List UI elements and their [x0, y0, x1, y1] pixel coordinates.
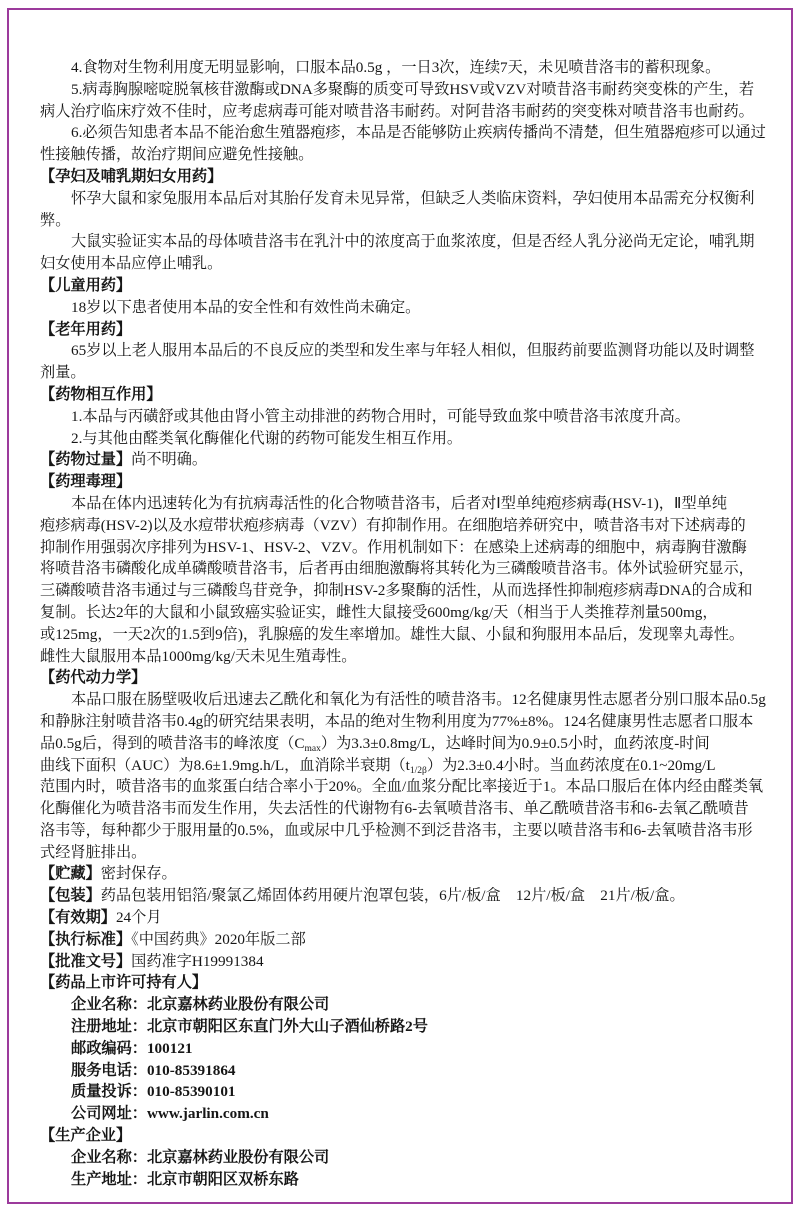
text-line [40, 602, 768, 624]
text-line [40, 1169, 768, 1191]
body-text: 洛韦等，每种都少于服用量的0.5%，血或尿中几乎检测不到泛昔洛韦，主要以喷昔洛韦和6-去氧喷昔洛韦形 [40, 821, 753, 839]
text-line [40, 558, 768, 580]
text-line [40, 144, 768, 166]
body-text: 国药准字H19991384 [131, 952, 264, 970]
text-line [40, 515, 768, 537]
section-heading-text: 【儿童用药】 [40, 276, 132, 294]
body-text: 65岁以上老人服用本品后的不良反应的类型和发生率与年轻人相似，但服药前要监测肾功能以及时调整剂量。 [40, 342, 755, 382]
body-text: 化酶催化为喷昔洛韦而发生作用，失去活性的代谢物有6-去氧喷昔洛韦、单乙酰喷昔洛韦和6-去氧乙酰喷昔 [40, 800, 749, 818]
section-heading-text: 【生产企业】 [40, 1127, 132, 1145]
text-line [40, 253, 768, 275]
section-heading-text: 【药理毒理】 [40, 473, 132, 491]
body-text: 三磷酸喷昔洛韦通过与三磷酸鸟苷竞争，抑制HSV-2多聚酶的活性，从而选择性抑制疱疹病毒DNA的合成和 [40, 582, 753, 600]
text-line [40, 166, 768, 188]
body-text: 或125mg，一天2次的1.5到9倍)，乳腺癌的发生率增加。雄性大鼠、小鼠和狗服用本品后，发现睾丸毒性。 [40, 625, 745, 643]
text-line [40, 275, 768, 297]
text-line [40, 885, 768, 907]
text-line [40, 994, 768, 1016]
body-text: 式经肾脏排出。 [40, 843, 147, 861]
text-line [40, 1103, 768, 1125]
text-line [40, 1016, 768, 1038]
text-line [40, 951, 768, 973]
section-heading-text: 【贮藏】 [40, 865, 101, 883]
text-line [40, 471, 768, 493]
body-text: 1.本品与丙磺舒或其他由肾小管主动排泄的药物合用时，可能导致血浆中喷昔洛韦浓度升高。 [71, 407, 690, 425]
section-heading-text: 企业名称：北京嘉林药业股份有限公司 [71, 1148, 330, 1166]
section-heading-text: 【批准文号】 [40, 952, 132, 970]
body-text: 曲线下面积（AUC）为8.6±1.9mg.h/L，血消除半衰期（t [40, 756, 410, 774]
text-line [40, 842, 768, 864]
body-text: 尚不明确。 [131, 451, 208, 469]
body-text: 5.病毒胸腺嘧啶脱氧核苷激酶或DNA多聚酶的质变可导致HSV或VZV对喷昔洛韦耐药突变株的产生，若 [71, 80, 755, 98]
text-line [40, 580, 768, 602]
body-text: 2.与其他由醛类氧化酶催化代谢的药物可能发生相互作用。 [71, 429, 463, 447]
text-line [40, 907, 768, 929]
body-text: 抑制作用强弱次序排列为HSV-1、HSV-2、VZV。作用机制如下：在感染上述病毒的细胞中，病毒胸苷激酶 [40, 538, 747, 556]
section-heading-text: 生产地址：北京市朝阳区双桥东路 [71, 1170, 299, 1188]
body-text: 大鼠实验证实本品的母体喷昔洛韦在乳汁中的浓度高于血浆浓度，但是否经人乳分泌尚无定论，哺乳期 [71, 233, 755, 251]
text-line [40, 101, 768, 123]
text-line [40, 493, 768, 515]
text-line [40, 188, 768, 232]
text-line [40, 297, 768, 319]
text-line [40, 122, 768, 144]
text-line [40, 79, 768, 101]
body-text: 18岁以下患者使用本品的安全性和有效性尚未确定。 [71, 298, 421, 316]
text-line [40, 929, 768, 951]
text-line [40, 1038, 768, 1060]
section-heading-text: 【药品上市许可持有人】 [40, 974, 208, 992]
text-line [40, 776, 768, 798]
body-text: 本品口服在肠壁吸收后迅速去乙酰化和氧化为有活性的喷昔洛韦。12名健康男性志愿者分别口服本品0.5g [71, 691, 766, 709]
text-line [40, 1125, 768, 1147]
text-line [40, 972, 768, 994]
body-text: ）为3.3±0.8mg/L，达峰时间为0.9±0.5小时，血药浓度-时间 [320, 734, 710, 752]
section-heading-text: 【孕妇及哺乳期妇女用药】 [40, 167, 223, 185]
body-text: 24个月 [115, 909, 162, 927]
body-text: 《中国药典》2020年版二部 [131, 930, 306, 948]
body-text: 本品在体内迅速转化为有抗病毒活性的化合物喷昔洛韦，后者对Ⅰ型单纯疱疹病毒(HSV-1)，Ⅱ型单纯 [71, 494, 728, 512]
text-line [40, 667, 768, 689]
body-text: 复制。长达2年的大鼠和小鼠致癌实验证实，雌性大鼠接受600mg/kg/天（相当于人类推荐剂量500mg， [40, 603, 718, 621]
section-heading-text: 【药代动力学】 [40, 669, 147, 687]
section-heading-text: 【老年用药】 [40, 320, 132, 338]
text-line [40, 1147, 768, 1169]
section-heading-text: 服务电话：010-85391864 [71, 1061, 236, 1079]
body-text: 性接触传播，故治疗期间应避免性接触。 [40, 146, 314, 164]
body-text: 雌性大鼠服用本品1000mg/kg/天未见生殖毒性。 [40, 647, 357, 665]
body-text: 疱疹病毒(HSV-2)以及水痘带状疱疹病毒（VZV）有抑制作用。在细胞培养研究中，喷昔洛韦对下述病毒的 [40, 516, 746, 534]
section-heading-text: 企业名称：北京嘉林药业股份有限公司 [71, 996, 330, 1014]
text-line [40, 537, 768, 559]
text-line [40, 384, 768, 406]
section-heading-text: 质量投诉：010-85390101 [71, 1083, 236, 1101]
body-text: 将喷昔洛韦磷酸化成单磷酸喷昔洛韦，后者再由细胞激酶将其转化为三磷酸喷昔洛韦。体外试验研究显示， [40, 560, 754, 578]
body-text: 密封保存。 [100, 865, 177, 883]
subscript-text: max [304, 743, 321, 754]
text-line [40, 689, 768, 711]
subscript-text: 1/2β [409, 765, 427, 776]
text-line [40, 733, 768, 755]
text-line [40, 863, 768, 885]
body-text: 范围内时，喷昔洛韦的血浆蛋白结合率小于20%。全血/血浆分配比率接近于1。本品口服后在体内经由醛类氧 [40, 778, 764, 796]
section-heading-text: 【药物相互作用】 [40, 385, 162, 403]
body-text: 品0.5g后，得到的喷昔洛韦的峰浓度（C [40, 734, 305, 752]
section-heading-text: 【有效期】 [40, 909, 116, 927]
text-line [40, 428, 768, 450]
text-line [40, 755, 768, 777]
text-line [40, 820, 768, 842]
body-text: 病人治疗临床疗效不佳时，应考虑病毒可能对喷昔洛韦耐药。对阿昔洛韦耐药的突变株对喷昔洛韦也耐药。 [40, 102, 754, 120]
text-line [40, 1060, 768, 1082]
section-heading-text: 注册地址：北京市朝阳区东直门外大山子酒仙桥路2号 [71, 1018, 428, 1036]
text-line [40, 646, 768, 668]
section-heading-text: 【包装】 [40, 887, 101, 905]
body-text: 药品包装用铝箔/聚氯乙烯固体药用硬片泡罩包装，6片/板/盒 12片/板/盒 21片/板/盒。 [100, 887, 685, 905]
text-line [40, 406, 768, 428]
body-text: ）为2.3±0.4小时。当血药浓度在0.1~20mg/L [426, 756, 716, 774]
text-line [40, 1081, 768, 1103]
body-text: 6.必须告知患者本品不能治愈生殖器疱疹，本品是否能够防止疾病传播尚不清楚，但生殖器疱疹可以通过 [71, 124, 766, 142]
body-text: 和静脉注射喷昔洛韦0.4g的研究结果表明，本品的绝对生物利用度为77%±8%。124名健康男性志愿者口服本 [40, 712, 754, 730]
text-line [40, 711, 768, 733]
section-heading-text: 【执行标准】 [40, 930, 132, 948]
body-text: 4.食物对生物利用度无明显影响，口服本品0.5g ，一日3次，连续7天，未见喷昔洛韦的蓄积现象。 [71, 59, 721, 76]
text-line [40, 57, 768, 79]
document-body [40, 57, 768, 1190]
text-line [40, 231, 768, 253]
text-line [40, 319, 768, 341]
body-text: 怀孕大鼠和家兔服用本品后对其胎仔发育未见异常，但缺乏人类临床资料，孕妇使用本品需充分权衡利弊。 [40, 189, 755, 229]
text-line [40, 798, 768, 820]
section-heading-text: 【药物过量】 [40, 451, 132, 469]
text-line [40, 340, 768, 384]
section-heading-text: 公司网址：www.jarlin.com.cn [71, 1105, 269, 1123]
text-line [40, 624, 768, 646]
body-text: 妇女使用本品应停止哺乳。 [40, 255, 223, 273]
section-heading-text: 邮政编码：100121 [71, 1039, 193, 1057]
text-line [40, 449, 768, 471]
